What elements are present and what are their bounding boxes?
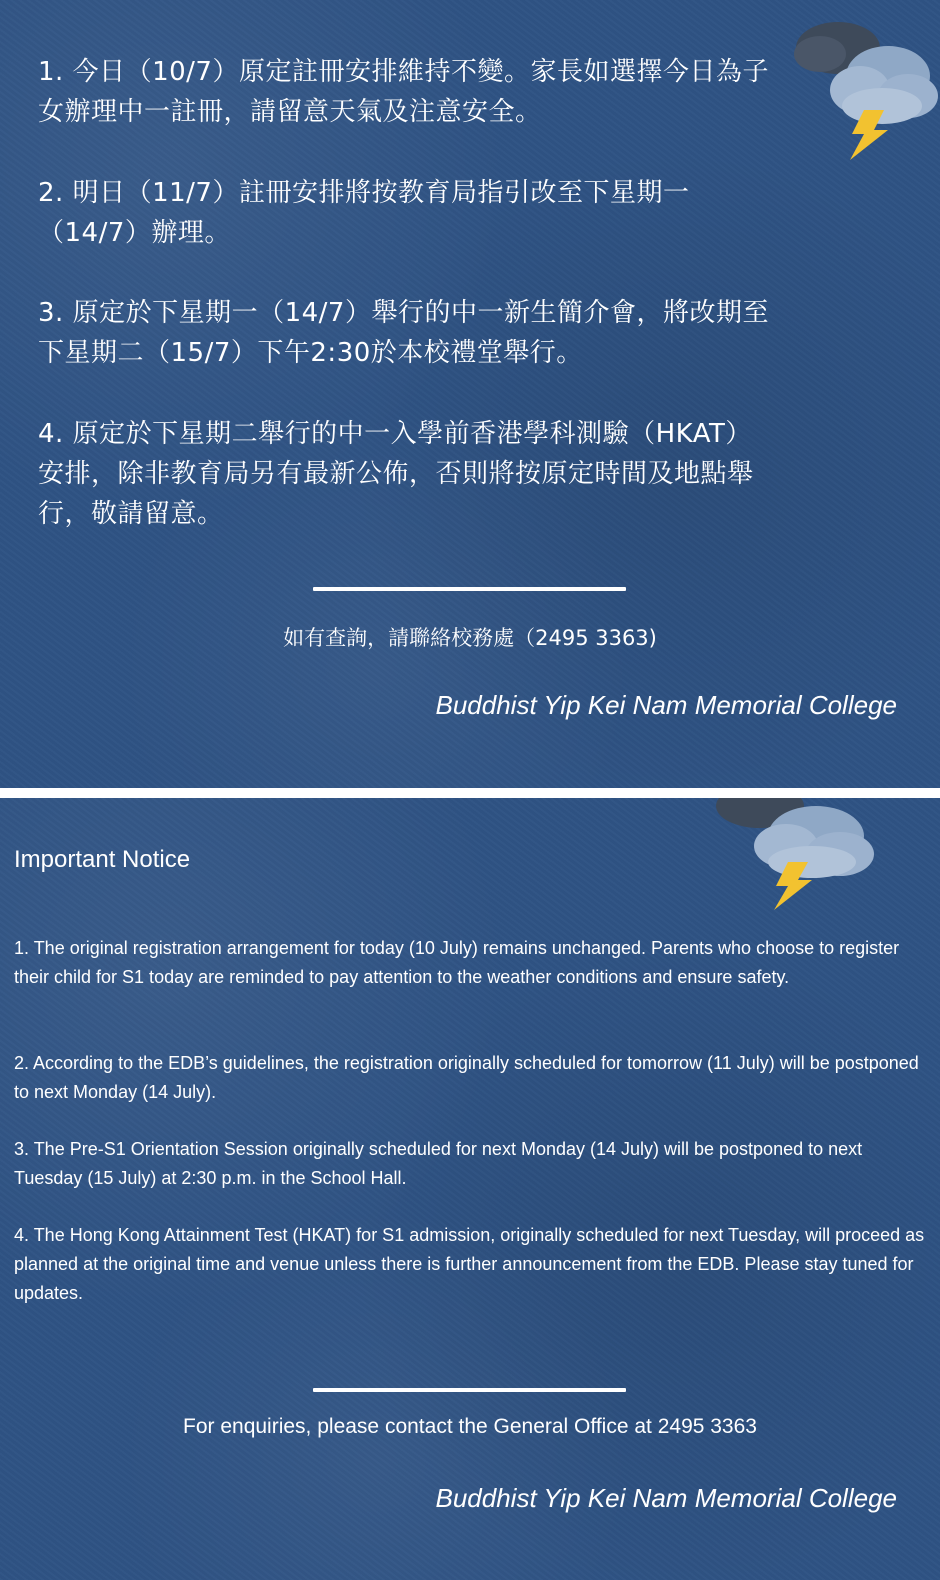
contact-info: For enquiries, please contact the General Office at 2495 3363 — [183, 1415, 757, 1438]
thunderstorm-cloud-icon — [716, 798, 881, 912]
divider — [313, 587, 626, 591]
notice-item-3: 3. The Pre-S1 Orientation Session originally scheduled for next Monday (14 July) will be postponed to next Tuesday (15 July) at 2:30 p.m. in the School Hall. — [14, 1139, 863, 1188]
chinese-notice-panel — [0, 0, 940, 788]
notice-title: Important Notice — [14, 846, 191, 873]
notice-item-2: 2. 明日（11/7）註冊安排將按教育局指引改至下星期一（14/7）辦理。 — [38, 178, 690, 248]
notice-item-4: 4. 原定於下星期二舉行的中一入學前香港學科測驗（HKAT）安排，除非教育局另有最新公佈，否則將按原定時間及地點舉行，敬請留意。 — [38, 419, 754, 529]
school-signature: Buddhist Yip Kei Nam Memorial College — [435, 690, 897, 720]
notice-item-2: 2. According to the EDB’s guidelines, the registration originally scheduled for tomorrow (11 July) will be postponed to next Monday (14 July). — [14, 1053, 919, 1102]
english-notice-panel — [0, 798, 940, 1580]
notice-item-1: 1. 今日（10/7）原定註冊安排維持不變。家長如選擇今日為子女辦理中一註冊，請留意天氣及注意安全。 — [38, 57, 769, 127]
notice-item-1: 1. The original registration arrangement for today (10 July) remains unchanged. Parents who choose to register their child for S1 today are reminded to pay attention to the weather conditions and ensure safety. — [14, 938, 900, 987]
school-signature: Buddhist Yip Kei Nam Memorial College — [435, 1483, 897, 1513]
divider — [313, 1388, 626, 1392]
notice-item-4: 4. The Hong Kong Attainment Test (HKAT) for S1 admission, originally scheduled for next Tuesday, will proceed as planned at the original time and venue unless there is further announcement from the EDB. Please stay tuned for updates. — [14, 1225, 925, 1303]
notice-item-3: 3. 原定於下星期一（14/7）舉行的中一新生簡介會，將改期至下星期二（15/7）下午2:30於本校禮堂舉行。 — [38, 298, 769, 368]
contact-info: 如有查詢，請聯絡校務處（2495 3363) — [283, 626, 657, 650]
thunderstorm-cloud-icon — [790, 18, 940, 163]
